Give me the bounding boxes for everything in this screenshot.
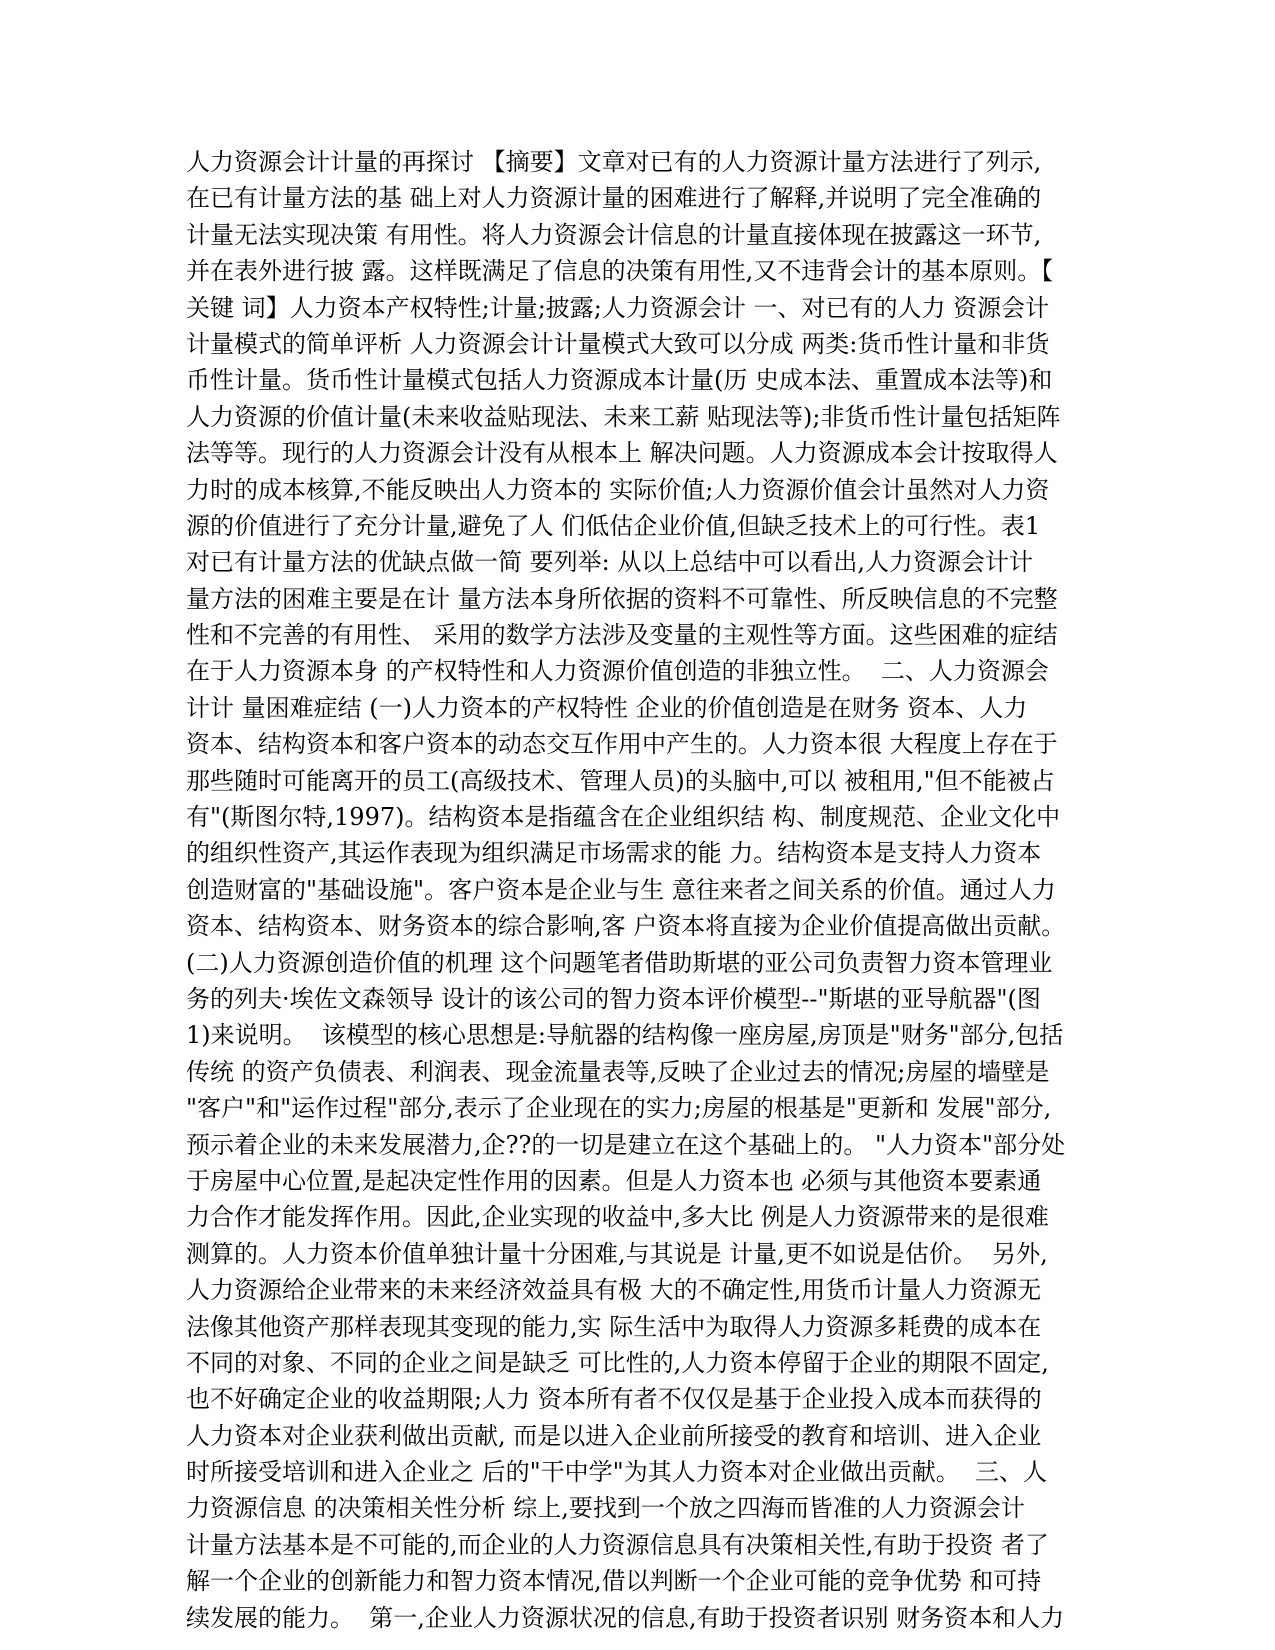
text-line: 力合作才能发挥作用。因此,企业实现的收益中,多大比 例是人力资源带来的是很难 bbox=[186, 1203, 1049, 1232]
text-line: 有"(斯图尔特,1997)。结构资本是指蕴含在企业组织结 构、制度规范、企业文化中 bbox=[186, 803, 1061, 832]
document-body bbox=[186, 144, 1090, 1636]
text-line: 那些随时可能离开的员工(高级技术、管理人员)的头脑中,可以 被租用,"但不能被占 bbox=[186, 766, 1055, 795]
text-line: 计计 量困难症结 (一)人力资本的产权特性 企业的价值创造是在财务 资本、人力 bbox=[186, 693, 1028, 722]
text-line: 传统 的资产负债表、利润表、现金流量表等,反映了企业过去的情况;房屋的墙壁是 bbox=[186, 1057, 1050, 1086]
text-line: 在已有计量方法的基 础上对人力资源计量的困难进行了解释,并说明了完全准确的 bbox=[186, 184, 1042, 213]
text-line: 不同的对象、不同的企业之间是缺乏 可比性的,人力资本停留于企业的期限不固定, bbox=[186, 1348, 1049, 1377]
text-line: 的组织性资产,其运作表现为组织满足市场需求的能 力。结构资本是支持人力资本 bbox=[186, 839, 1042, 868]
text-line: 1)来说明。 该模型的核心思想是:导航器的结构像一座房屋,房顶是"财务"部分,包括 bbox=[186, 1021, 1064, 1050]
text-line: 计量方法基本是不可能的,而企业的人力资源信息具有决策相关性,有助于投资 者了 bbox=[186, 1530, 1049, 1559]
text-line: 计量模式的简单评析 人力资源会计计量模式大致可以分成 两类:货币性计量和非货 bbox=[186, 329, 1050, 358]
text-line: 人力资本对企业获利做出贡献, 而是以进入企业前所接受的教育和培训、进入企业 bbox=[186, 1421, 1042, 1450]
text-line: 力时的成本核算,不能反映出人力资本的 实际价值;人力资源价值会计虽然对人力资 bbox=[186, 475, 1050, 504]
text-line: 资本、结构资本和客户资本的动态交互作用中产生的。人力资本很 大程度上存在于 bbox=[186, 730, 1058, 759]
text-line: 测算的。人力资本价值单独计量十分困难,与其说是 计量,更不如说是估价。 另外, bbox=[186, 1239, 1048, 1268]
text-line: (二)人力资源创造价值的机理 这个问题笔者借助斯堪的亚公司负责智力资本管理业 bbox=[186, 948, 1053, 977]
text-line: 源的价值进行了充分计量,避免了人 们低估企业价值,但缺乏技术上的可行性。表1 bbox=[186, 511, 1041, 540]
text-line: 力资源信息 的决策相关性分析 综上,要找到一个放之四海而皆准的人力资源会计 bbox=[186, 1494, 1025, 1523]
text-line: 性和不完善的有用性、 采用的数学方法涉及变量的主观性等方面。这些困难的症结 bbox=[186, 621, 1058, 650]
text-line: 法像其他资产那样表现其变现的能力,实 际生活中为取得人力资源多耗费的成本在 bbox=[186, 1312, 1042, 1341]
text-line: 解一个企业的创新能力和智力资本情况,借以判断一个企业可能的竞争优势 和可持 bbox=[186, 1567, 1042, 1596]
text-line: 人力资源会计计量的再探讨 【摘要】文章对已有的人力资源计量方法进行了列示, bbox=[186, 148, 1042, 176]
text-line: 创造财富的"基础设施"。客户资本是企业与生 意往来者之间关系的价值。通过人力 bbox=[186, 875, 1056, 904]
text-line: 时所接受培训和进入企业之 后的"干中学"为其人力资本对企业做出贡献。 三、人 bbox=[186, 1458, 1047, 1487]
text-line: 法等等。现行的人力资源会计没有从根本上 解决问题。人力资源成本会计按取得人 bbox=[186, 439, 1058, 468]
text-line: 对已有计量方法的优缺点做一简 要列举: 从以上总结中可以看出,人力资源会计计 bbox=[186, 548, 1033, 577]
text-line: 人力资源的价值计量(未来收益贴现法、未来工薪 贴现法等);非货币性计量包括矩阵 bbox=[186, 402, 1061, 431]
text-line: 并在表外进行披 露。这样既满足了信息的决策有用性,又不违背会计的基本原则。【 bbox=[186, 257, 1054, 286]
text-line: 在于人力资源本身 的产权特性和人力资源价值创造的非独立性。 二、人力资源会 bbox=[186, 657, 1049, 686]
text-line: 计量无法实现决策 有用性。将人力资源会计信息的计量直接体现在披露这一环节, bbox=[186, 220, 1042, 249]
text-line: 务的列夫·埃佐文森领导 设计的该公司的智力资本评价模型--"斯堪的亚导航器"(图 bbox=[186, 984, 1041, 1013]
text-line: 于房屋中心位置,是起决定性作用的因素。但是人力资本也 必须与其他资本要素通 bbox=[186, 1166, 1042, 1195]
text-line: 关键 词】人力资本产权特性;计量;披露;人力资源会计 一、对已有的人力 资源会计 bbox=[186, 293, 1050, 322]
text-line: 续发展的能力。 第一,企业人力资源状况的信息,有助于投资者识别 财务资本和人力 bbox=[186, 1603, 1065, 1632]
text-line: 币性计量。货币性计量模式包括人力资源成本计量(历 史成本法、重置成本法等)和 bbox=[186, 366, 1053, 395]
text-line: 人力资源给企业带来的未来经济效益具有极 大的不确定性,用货币计量人力资源无 bbox=[186, 1276, 1042, 1305]
text-line: 也不好确定企业的收益期限;人力 资本所有者不仅仅是基于企业投入成本而获得的 bbox=[186, 1385, 1042, 1414]
text-line: 资本、结构资本、财务资本的综合影响,客 户资本将直接为企业价值提高做出贡献。 bbox=[186, 912, 1066, 941]
text-line: 量方法的困难主要是在计 量方法本身所依据的资料不可靠性、所反映信息的不完整 bbox=[186, 584, 1058, 613]
text-line: "客户"和"运作过程"部分,表示了企业现在的实力;房屋的根基是"更新和 发展"部分, bbox=[186, 1094, 1052, 1123]
text-line: 预示着企业的未来发展潜力,企??的一切是建立在这个基础上的。 "人力资本"部分处 bbox=[186, 1130, 1066, 1159]
